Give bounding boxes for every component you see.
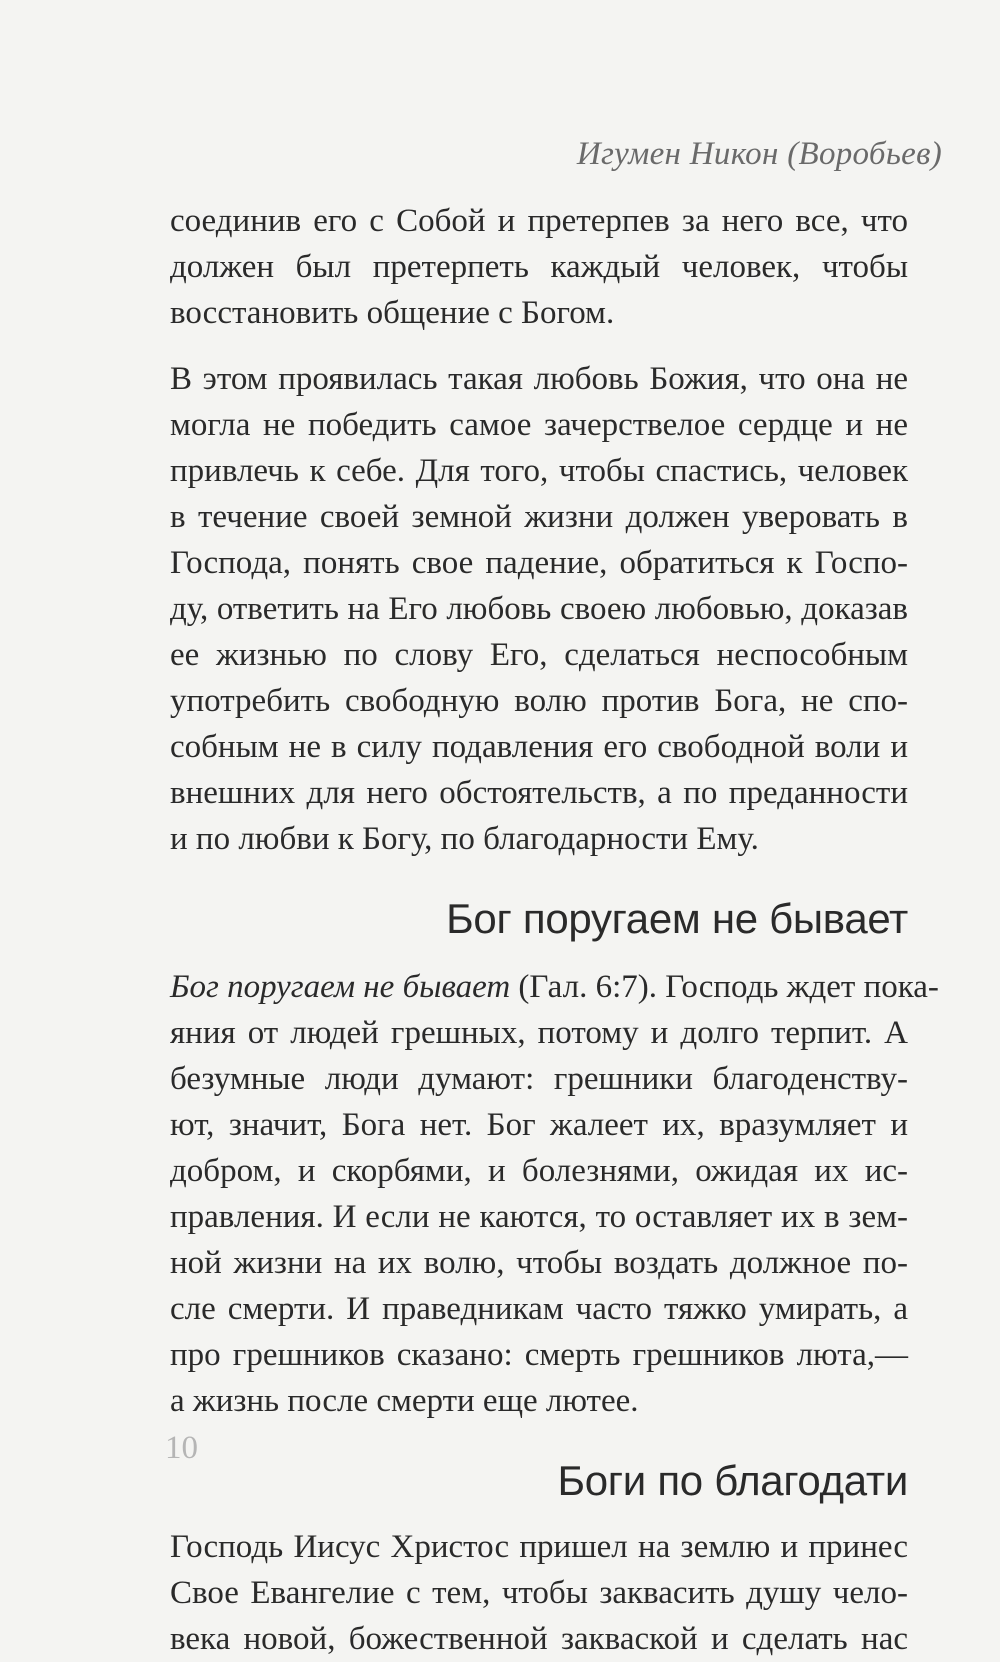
section-heading-gods-by-grace: Боги по благодати	[557, 1457, 908, 1504]
text-line: безумные люди думают: грешники благоденству-	[170, 1061, 908, 1097]
text-column	[170, 198, 939, 1662]
text-line	[170, 964, 939, 1010]
text-line: яния от людей грешных, потому и долго терпит. А	[170, 1015, 908, 1051]
paragraph-gods-by-grace	[170, 1524, 908, 1662]
page-number: 10	[165, 1430, 198, 1466]
paragraph-continuation	[170, 198, 908, 336]
text-line: правления. И если не каются, то оставляет их в зем-	[170, 1199, 908, 1235]
text-line: должен был претерпеть каждый человек, чтобы	[170, 249, 908, 285]
text-line: и по любви к Богу, по благодарности Ему.	[170, 821, 759, 857]
text-line: века новой, божественной закваской и сделать нас	[170, 1621, 908, 1657]
text-line: а жизнь после смерти еще лютее.	[170, 1383, 639, 1419]
text-line: про грешников сказано: смерть грешников люта,—	[170, 1337, 908, 1373]
text-line: добром, и скорбями, и болезнями, ожидая их ис-	[170, 1153, 908, 1189]
text-line: соединив его с Собой и претерпев за него все, что	[170, 203, 908, 239]
text-line: Господа, понять свое падение, обратиться к Госпо-	[170, 545, 908, 581]
paragraph-god-not-mocked	[170, 964, 939, 1424]
text-line: сле смерти. И праведникам часто тяжко умирать, а	[170, 1291, 908, 1327]
text-line: могла не победить самое зачерствелое сердце и не	[170, 407, 908, 443]
text-line: ют, значит, Бога нет. Бог жалеет их, вразумляет и	[170, 1107, 908, 1143]
paragraph-love-of-god	[170, 356, 908, 862]
text-line: привлечь к себе. Для того, чтобы спастись, человек	[170, 453, 908, 489]
text-line: употребить свободную волю против Бога, не спо-	[170, 683, 908, 719]
scripture-quote: Бог поругаем не бывает	[170, 969, 511, 1005]
text-line: В этом проявилась такая любовь Божия, что она не	[170, 361, 908, 397]
text-line: восстановить общение с Богом.	[170, 295, 615, 331]
text-line: внешних для него обстоятельств, а по преданности	[170, 775, 908, 811]
section-heading-god-not-mocked: Бог поругаем не бывает	[446, 895, 908, 942]
text-line: собным не в силу подавления его свободной воли и	[170, 729, 908, 765]
text-line: ее жизнью по слову Его, сделаться неспособным	[170, 637, 908, 673]
text-line: ной жизни на их волю, чтобы воздать должное по-	[170, 1245, 908, 1281]
running-header: Игумен Никон (Воробьев)	[576, 136, 942, 172]
text-line: в течение своей земной жизни должен уверовать в	[170, 499, 908, 535]
text-line: ду, ответить на Его любовь своею любовью, доказав	[170, 591, 908, 627]
text-line: Свое Евангелие с тем, чтобы заквасить душу чело-	[170, 1575, 908, 1611]
text-fragment: (Гал. 6:7). Господь ждет пока-	[510, 969, 939, 1005]
text-line: Господь Иисус Христос пришел на землю и принес	[170, 1529, 908, 1565]
